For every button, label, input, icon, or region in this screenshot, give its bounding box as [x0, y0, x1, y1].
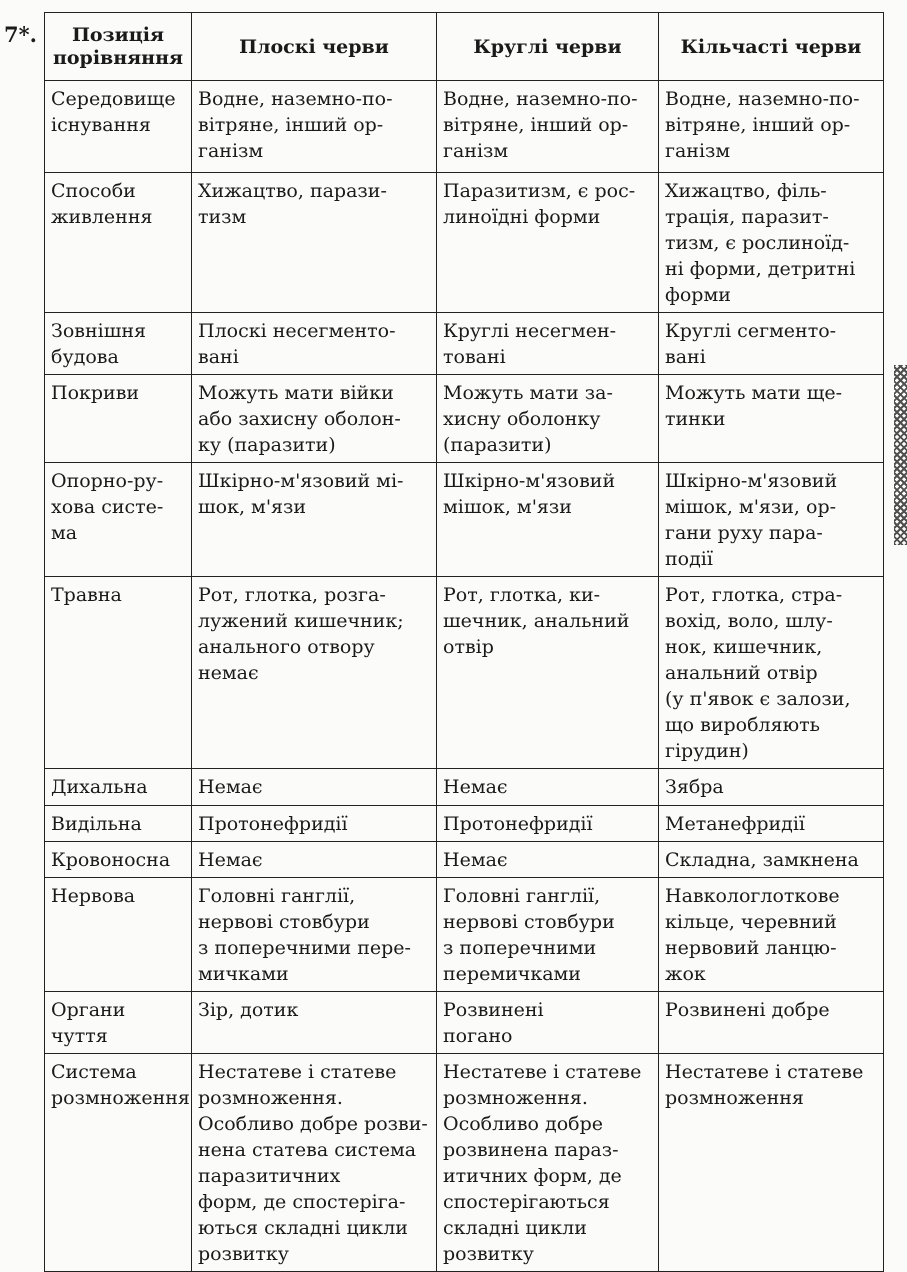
table-row — [45, 878, 884, 992]
row-category: Травна — [45, 577, 192, 769]
cell-flatworms: Плоскі несегменто- вані — [192, 313, 437, 375]
header-roundworms: Круглі черви — [437, 13, 659, 81]
table-row — [45, 769, 884, 806]
table-row — [45, 313, 884, 375]
page-edge-pattern — [894, 365, 907, 545]
header-row — [45, 13, 884, 81]
cell-roundworms: Шкірно-м'язовий мішок, м'язи — [437, 463, 659, 577]
cell-flatworms: Хижацтво, парази- тизм — [192, 173, 437, 313]
cell-roundworms: Немає — [437, 769, 659, 806]
table-row — [45, 81, 884, 173]
cell-annelids: Шкірно-м'язовий мішок, м'язи, ор- гани руху пара- події — [659, 463, 884, 577]
cell-roundworms: Паразитизм, є рос- линоїдні форми — [437, 173, 659, 313]
comparison-table — [44, 12, 884, 1272]
table-row — [45, 463, 884, 577]
row-category: Зовнішня будова — [45, 313, 192, 375]
table-row — [45, 1054, 884, 1272]
table-row — [45, 375, 884, 463]
cell-roundworms: Головні ганглії, нервові стовбури з поперечними перемичками — [437, 878, 659, 992]
row-category: Система розмноження — [45, 1054, 192, 1272]
cell-flatworms: Протонефридії — [192, 806, 437, 842]
cell-annelids: Круглі сегменто- вані — [659, 313, 884, 375]
row-category: Дихальна — [45, 769, 192, 806]
cell-roundworms: Нестатеве і статеве розмноження. Особливо добре розвинена параз- итичних форм, де спостерігаються складні цикли розвитку — [437, 1054, 659, 1272]
table-row — [45, 806, 884, 842]
task-number: 7*. — [4, 22, 37, 47]
cell-roundworms: Водне, наземно-по- вітряне, інший ор- ганізм — [437, 81, 659, 173]
cell-annelids: Рот, глотка, стра- вохід, воло, шлу- нок, кишечник, анальний отвір (у п'явок є залози, що виробляють гірудин) — [659, 577, 884, 769]
cell-roundworms: Немає — [437, 842, 659, 878]
cell-annelids: Розвинені добре — [659, 992, 884, 1054]
cell-flatworms: Немає — [192, 769, 437, 806]
cell-annelids: Складна, замкнена — [659, 842, 884, 878]
row-category: Покриви — [45, 375, 192, 463]
cell-flatworms: Шкірно-м'язовий мі- шок, м'язи — [192, 463, 437, 577]
cell-annelids: Нестатеве і статеве розмноження — [659, 1054, 884, 1272]
cell-flatworms: Головні ганглії, нервові стовбури з поперечними пере- мичками — [192, 878, 437, 992]
cell-flatworms: Нестатеве і статеве розмноження. Особливо добре розви- нена статева система паразитичних форм, де спостеріга- ються складні цикли розвитку — [192, 1054, 437, 1272]
cell-roundworms: Протонефридії — [437, 806, 659, 842]
cell-flatworms: Можуть мати війки або захисну оболон- ку (паразити) — [192, 375, 437, 463]
table-row — [45, 842, 884, 878]
cell-roundworms: Круглі несегмен- товані — [437, 313, 659, 375]
header-position: Позиція порівняння — [45, 13, 192, 81]
row-category: Кровоносна — [45, 842, 192, 878]
cell-roundworms: Можуть мати за- хисну оболонку (паразити) — [437, 375, 659, 463]
cell-roundworms: Рот, глотка, ки- шечник, анальний отвір — [437, 577, 659, 769]
row-category: Способи живлення — [45, 173, 192, 313]
table-row — [45, 577, 884, 769]
row-category: Середовище існування — [45, 81, 192, 173]
cell-annelids: Метанефридії — [659, 806, 884, 842]
row-category: Видільна — [45, 806, 192, 842]
cell-roundworms: Розвинені погано — [437, 992, 659, 1054]
cell-annelids: Навкологлоткове кільце, черевний нервовий ланцю- жок — [659, 878, 884, 992]
cell-annelids: Водне, наземно-по- вітряне, інший ор- ганізм — [659, 81, 884, 173]
header-flatworms: Плоскі черви — [192, 13, 437, 81]
cell-annelids: Зябра — [659, 769, 884, 806]
row-category: Нервова — [45, 878, 192, 992]
cell-flatworms: Зір, дотик — [192, 992, 437, 1054]
table-row — [45, 992, 884, 1054]
cell-flatworms: Немає — [192, 842, 437, 878]
cell-annelids: Можуть мати ще- тинки — [659, 375, 884, 463]
table-row — [45, 173, 884, 313]
header-annelids: Кільчасті черви — [659, 13, 884, 81]
cell-flatworms: Водне, наземно-по- вітряне, інший ор- ганізм — [192, 81, 437, 173]
cell-flatworms: Рот, глотка, розга- лужений кишечник; анального отвору немає — [192, 577, 437, 769]
row-category: Органи чуття — [45, 992, 192, 1054]
cell-annelids: Хижацтво, філь- трація, паразит- тизм, є рослиноїд- ні форми, детритні форми — [659, 173, 884, 313]
row-category: Опорно-ру- хова систе- ма — [45, 463, 192, 577]
